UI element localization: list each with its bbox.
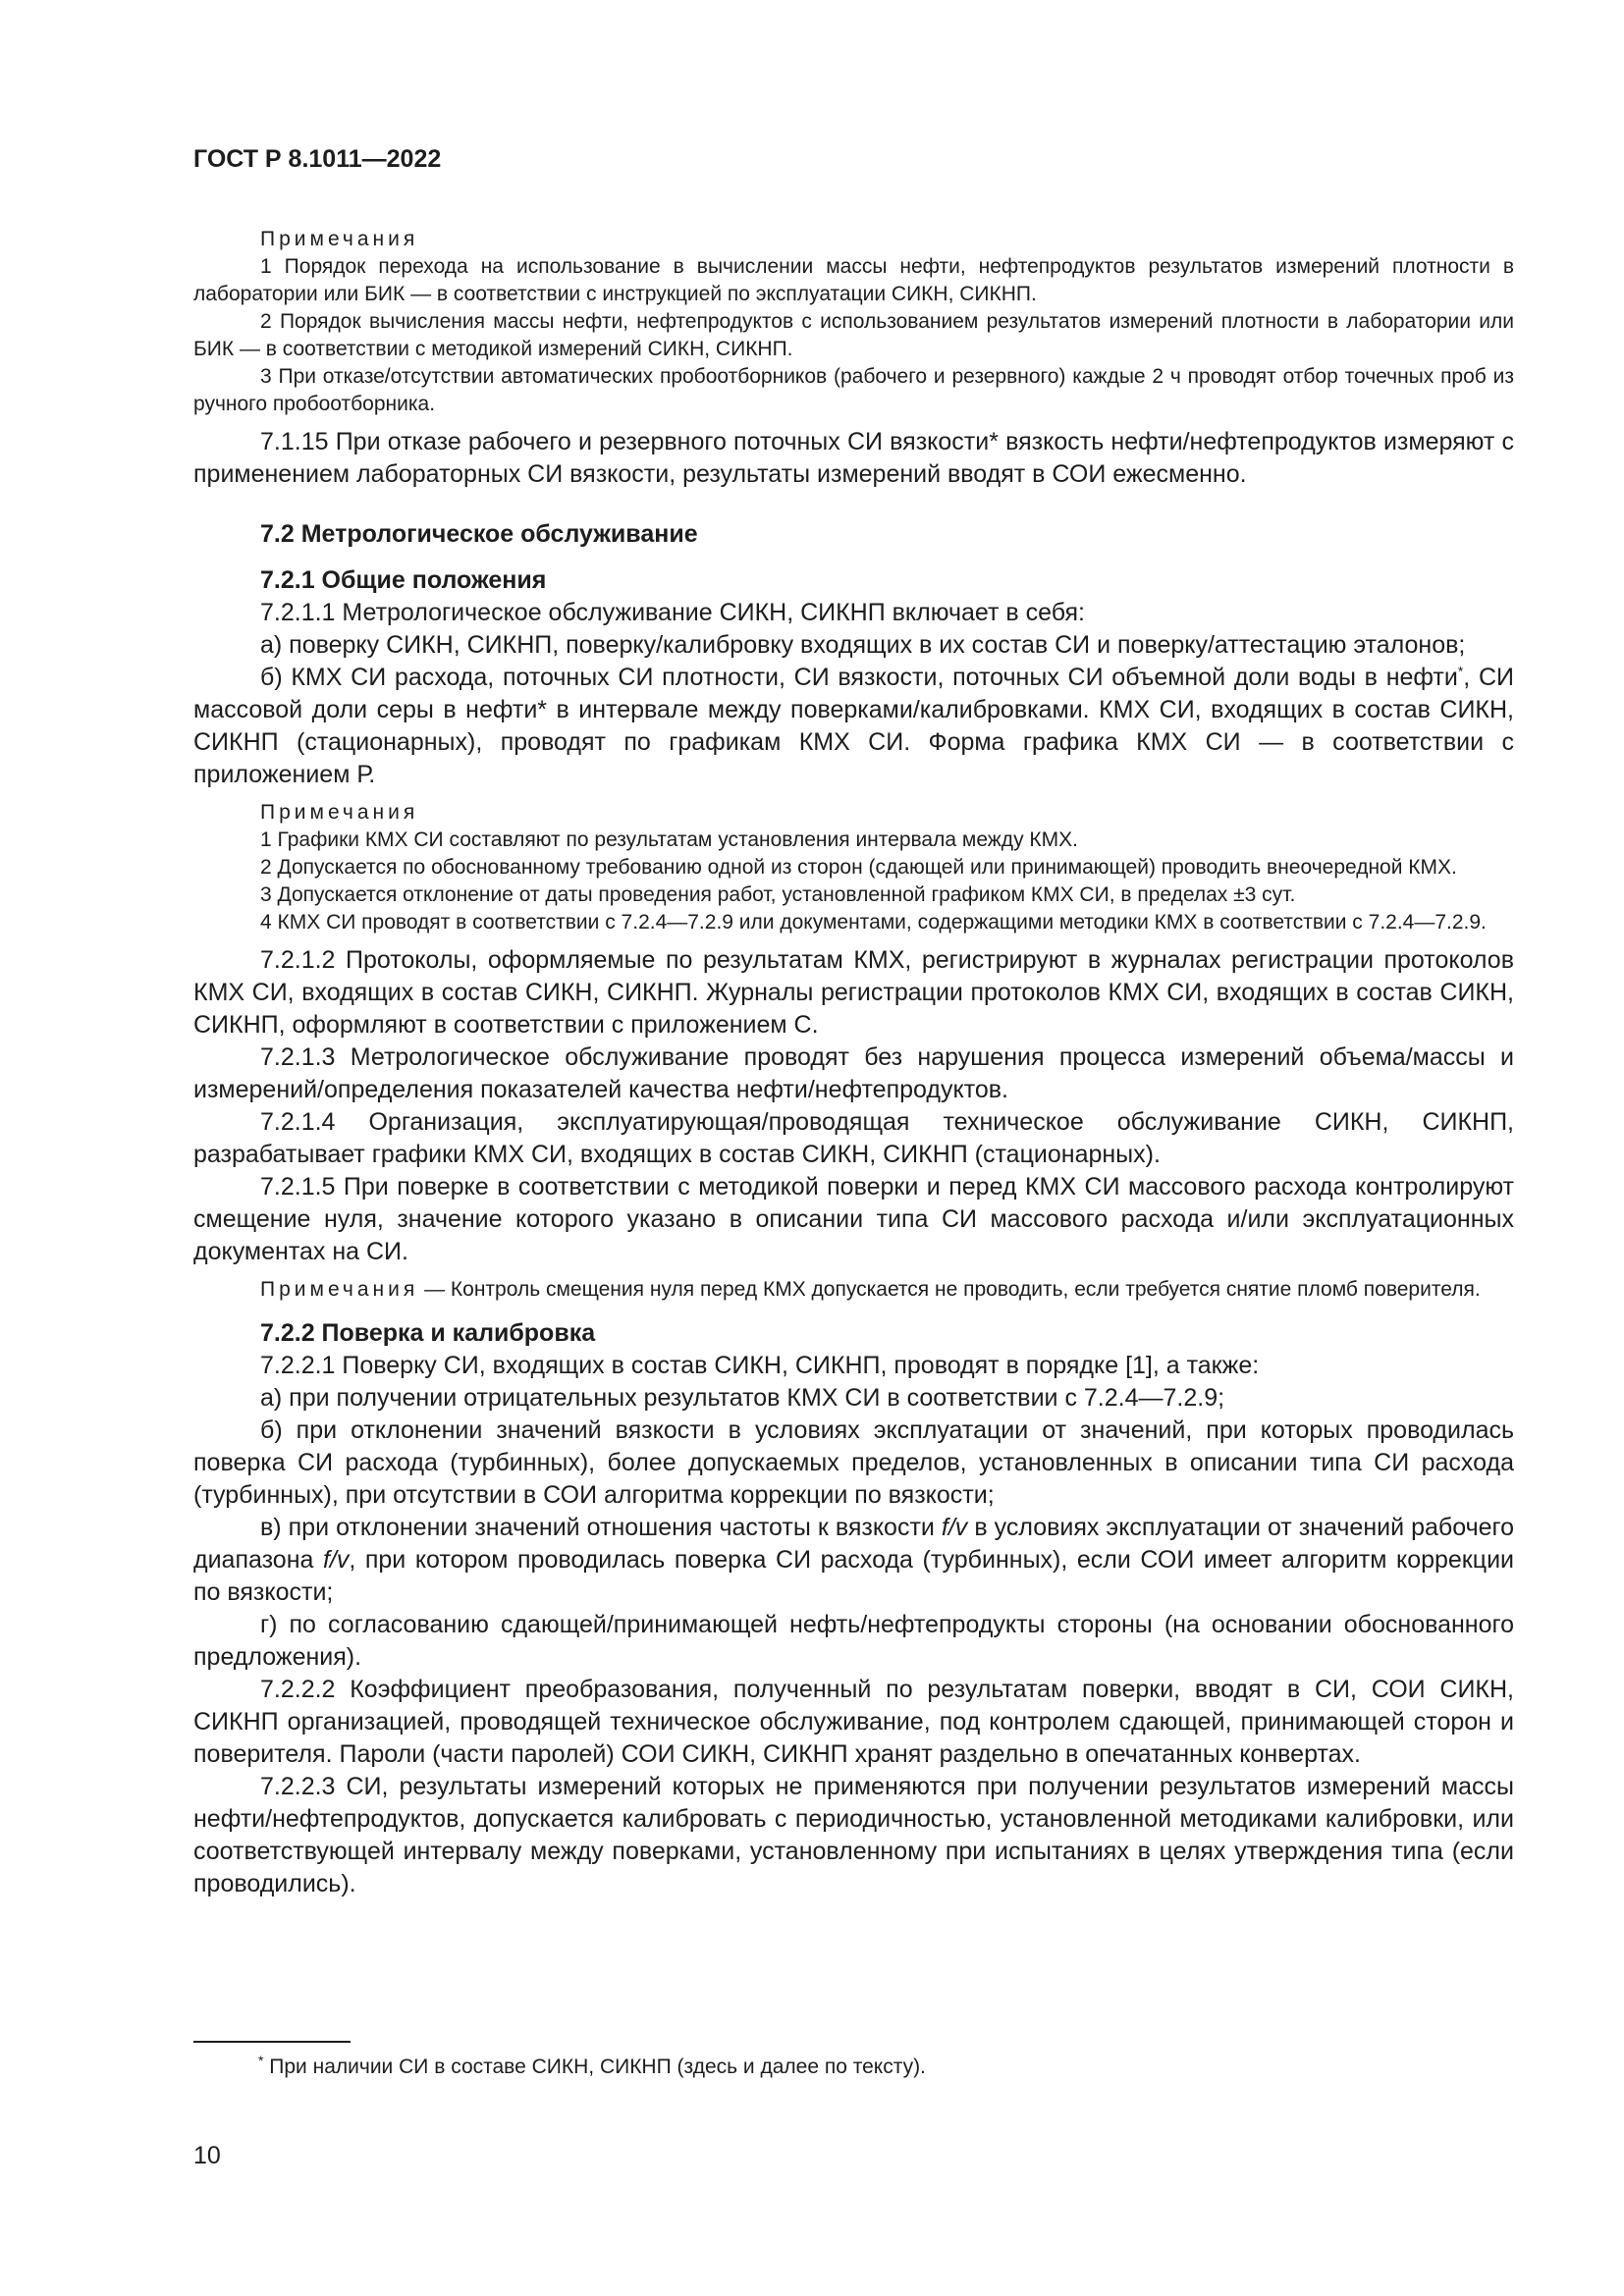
note-item: 3 Допускается отклонение от даты проведения работ, установленной графиком КМХ СИ, в пределах ±3 сут.	[260, 883, 1296, 906]
section-heading-7-2: 7.2 Метрологическое обслуживание	[260, 520, 698, 548]
section-heading-7-2-1: 7.2.1 Общие положения	[260, 566, 547, 594]
list-item-v-text: в) при отклонении значений отношения частоты к вязкости	[260, 1514, 942, 1541]
notes-title: Примечания	[260, 228, 419, 250]
section-heading-7-2-2: 7.2.2 Поверка и калибровка	[260, 1319, 596, 1347]
footnote-mark: *	[1457, 663, 1464, 679]
footnote	[258, 2054, 926, 2081]
footnote-text: При наличии СИ в составе СИКН, СИКНП (здесь и далее по тексту).	[263, 2056, 926, 2078]
footnote-mark: *	[258, 2053, 264, 2068]
paragraph-7-2-1-2: 7.2.1.2 Протоколы, оформляемые по результатам КМХ, регистрируют в журналах регистрации протоколов КМХ СИ, входящих в состав СИКН, СИКНП. Журналы регистрации протоколов КМХ СИ, входящих в состав СИКН, СИКНП, оформляют в соответствии с приложением С.	[193, 946, 1514, 1039]
list-item-v-text-end: , при котором проводилась поверка СИ расхода (турбинных), если СОИ имеет алгоритм коррекции по вязкости;	[193, 1546, 1514, 1606]
note-item: 1 Графики КМХ СИ составляют по результатам установления интервала между КМХ.	[260, 828, 1078, 851]
notes-title: Примечания	[260, 801, 419, 824]
paragraph-7-2-1-4: 7.2.1.4 Организация, эксплуатирующая/проводящая техническое обслуживание СИКН, СИКНП, разрабатывает графики КМХ СИ, входящих в состав СИКН, СИКНП (стационарных).	[193, 1108, 1514, 1168]
paragraph-7-2-1-5: 7.2.1.5 При поверке в соответствии с методикой поверки и перед КМХ СИ массового расхода контролируют смещение нуля, значение которого указано в описании типа СИ массового расхода и/или эксплуатационных документах на СИ.	[193, 1173, 1514, 1265]
document-header: ГОСТ Р 8.1011—2022	[193, 145, 442, 173]
list-item-b: б) при отклонении значений вязкости в условиях эксплуатации от значений, при которых проводилась поверка СИ расхода (турбинных), более допускаемых пределов, установленных в описании типа СИ расхода (турбинных), при отсутствии в СОИ алгоритма коррекции по вязкости;	[193, 1416, 1514, 1509]
paragraph-7-2-1-1: 7.2.1.1 Метрологическое обслуживание СИКН, СИКНП включает в себя:	[260, 599, 1085, 626]
list-item-a: а) при получении отрицательных результатов КМХ СИ в соответствии с 7.2.4—7.2.9;	[260, 1384, 1225, 1412]
list-item-v-text-cont: в условиях эксплуатации от значений рабочего диапазона	[193, 1514, 1514, 1574]
note-item: 1 Порядок перехода на использование в вычислении массы нефти, нефтепродуктов результатов измерений плотности в лаборатории или БИК — в соответствии с инструкцией по эксплуатации СИКН, СИКНП.	[193, 255, 1514, 305]
paragraph-7-1-15: 7.1.15 При отказе рабочего и резервного поточных СИ вязкости* вязкость нефти/нефтепродуктов измеряют с применением лабораторных СИ вязкости, результаты измерений вводят в СОИ ежесменно.	[193, 428, 1514, 488]
list-item-b	[193, 662, 1514, 791]
inline-note-title: Примечания	[260, 1278, 419, 1301]
formula-f-v: f/v	[941, 1514, 968, 1541]
note-item: 3 При отказе/отсутствии автоматических пробоотборников (рабочего и резервного) каждые 2 ч проводят отбор точечных проб из ручного пробоотборника.	[193, 365, 1514, 415]
paragraph-7-2-2-1: 7.2.2.1 Поверку СИ, входящих в состав СИКН, СИКНП, проводят в порядке [1], а также:	[260, 1352, 1260, 1379]
list-item-b-text-cont: , СИ массовой доли серы в нефти* в интервале между поверками/калибровками. КМХ СИ, входящих в состав СИКН, СИКНП (стационарных), проводят по графикам КМХ СИ. Форма графика КМХ СИ — в соответствии с приложением Р.	[193, 664, 1514, 788]
formula-f-v: f/v	[322, 1546, 350, 1574]
paragraph-7-2-2-3: 7.2.2.3 СИ, результаты измерений которых не применяются при получении результатов измерений массы нефти/нефтепродуктов, допускается калибровать с периодичностью, установленной методиками калибровки, или соответствующей интервалу между поверками, установленному при испытаниях в целях утверждения типа (если проводились).	[193, 1773, 1514, 1897]
page-number: 10	[193, 2142, 221, 2169]
inline-note-text: — Контроль смещения нуля перед КМХ допускается не проводить, если требуется снятие пломб поверителя.	[418, 1278, 1481, 1301]
document-body	[193, 226, 1514, 1900]
inline-note	[193, 1276, 1514, 1304]
note-item: 2 Допускается по обоснованному требованию одной из сторон (сдающей или принимающей) проводить внеочередной КМХ.	[260, 856, 1457, 879]
footnote-divider	[193, 2041, 351, 2043]
list-item-g: г) по согласованию сдающей/принимающей нефть/нефтепродукты стороны (на основании обоснованного предложения).	[193, 1611, 1514, 1671]
list-item-v	[193, 1512, 1514, 1609]
list-item-a: а) поверку СИКН, СИКНП, поверку/калибровку входящих в их состав СИ и поверку/аттестацию эталонов;	[260, 631, 1466, 659]
paragraph-7-2-1-3: 7.2.1.3 Метрологическое обслуживание проводят без нарушения процесса измерений объема/массы и измерений/определения показателей качества нефти/нефтепродуктов.	[193, 1043, 1514, 1103]
list-item-b-text: б) КМХ СИ расхода, поточных СИ плотности, СИ вязкости, поточных СИ объемной доли воды в нефти	[260, 664, 1458, 691]
paragraph-7-2-2-2: 7.2.2.2 Коэффициент преобразования, полученный по результатам поверки, вводят в СИ, СОИ СИКН, СИКНП организацией, проводящей техническое обслуживание, под контролем сдающей, принимающей сторон и поверителя. Пароли (части паролей) СОИ СИКН, СИКНП хранят раздельно в опечатанных конвертах.	[193, 1676, 1514, 1768]
note-item: 2 Порядок вычисления массы нефти, нефтепродуктов с использованием результатов измерений плотности в лаборатории или БИК — в соответствии с методикой измерений СИКН, СИКНП.	[193, 310, 1514, 360]
note-item: 4 КМХ СИ проводят в соответствии с 7.2.4—7.2.9 или документами, содержащими методики КМХ в соответствии с 7.2.4—7.2.9.	[260, 911, 1487, 934]
